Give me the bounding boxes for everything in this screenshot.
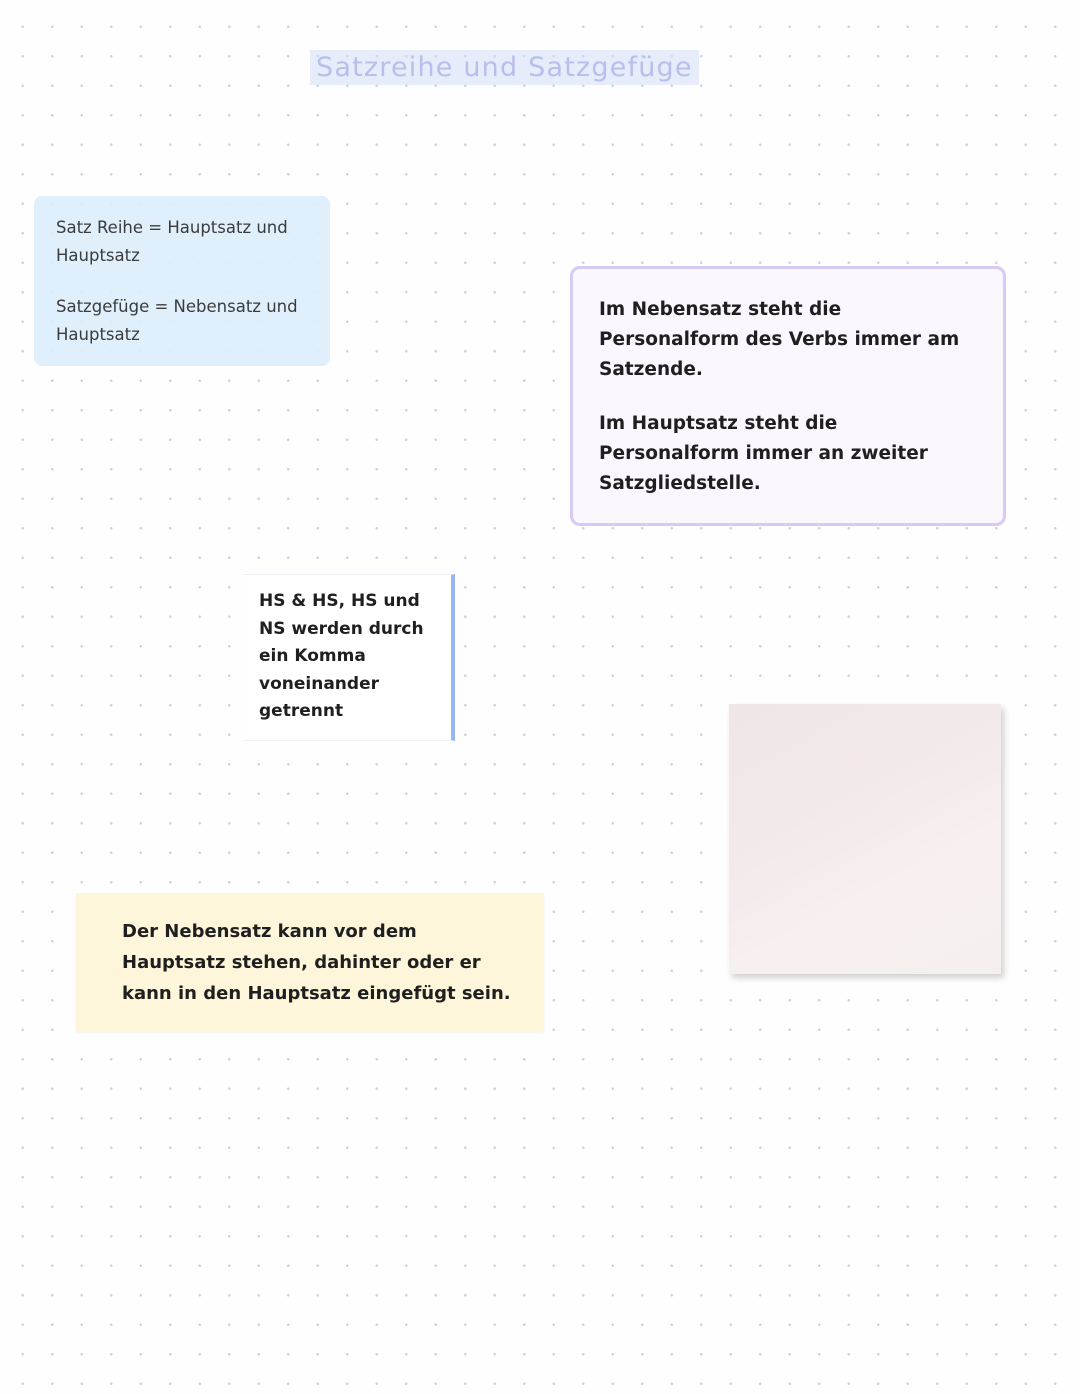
note-card-personalform bbox=[570, 266, 1006, 526]
rule-nebensatz-personalform: Im Nebensatz steht die Personalform des Verbs immer am Satzende. bbox=[599, 299, 960, 380]
photo-image bbox=[729, 704, 1001, 974]
rule-komma: HS & HS, HS und NS werden durch ein Komma voneinander getrennt bbox=[259, 591, 424, 722]
definition-satzreihe: Satz Reihe = Hauptsatz und Hauptsatz bbox=[56, 218, 288, 266]
note-card-komma bbox=[243, 574, 455, 741]
rule-nebensatz-position: Der Nebensatz kann vor dem Hauptsatz stehen, dahinter oder er kann in den Hauptsatz eingefügt sein. bbox=[122, 921, 511, 1004]
definition-satzgefuege: Satzgefüge = Nebensatz und Hauptsatz bbox=[56, 296, 298, 345]
rule-hauptsatz-personalform: Im Hauptsatz steht die Personalform immer an zweiter Satzgliedstelle. bbox=[599, 412, 928, 494]
page-title: Satzreihe und Satzgefüge bbox=[310, 50, 699, 85]
note-card-nebensatz-position bbox=[76, 893, 544, 1032]
note-card-definitions bbox=[34, 196, 330, 366]
